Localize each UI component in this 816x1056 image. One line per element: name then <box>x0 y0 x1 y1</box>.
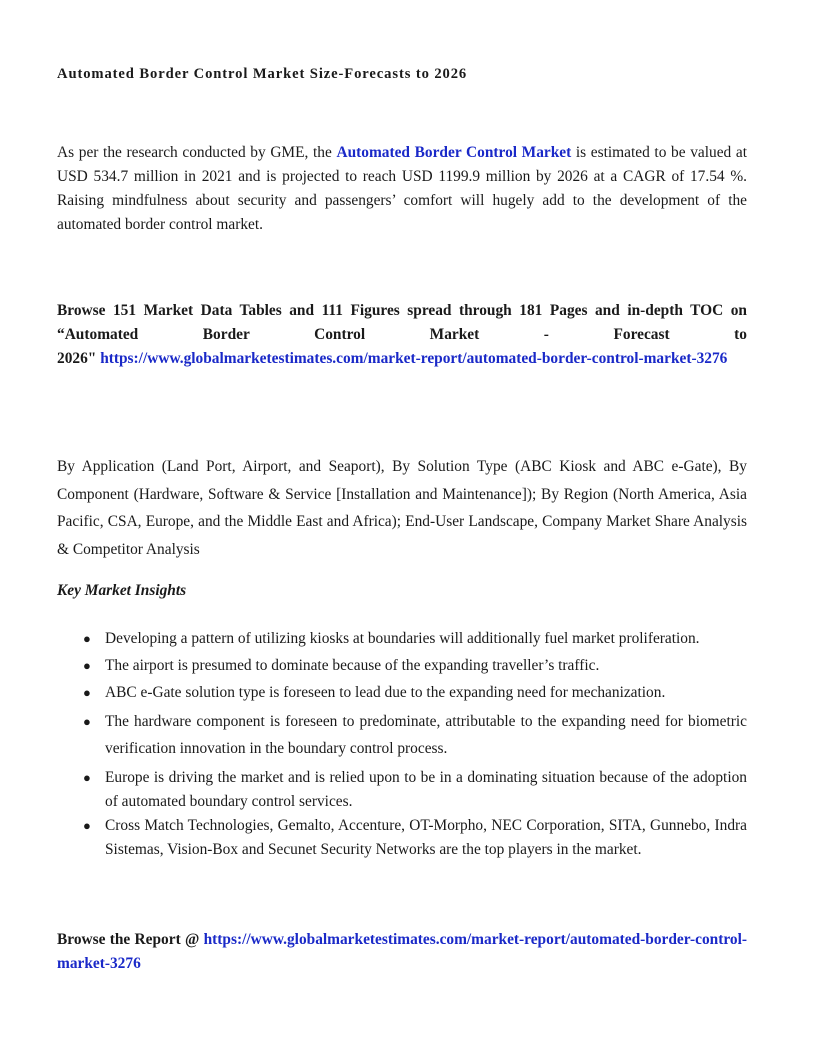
list-item-text: The airport is presumed to dominate because of the expanding traveller’s traffic. <box>105 657 600 674</box>
key-insights-heading: Key Market Insights <box>57 582 187 599</box>
list-item-text: Cross Match Technologies, Gemalto, Accenture, OT-Morpho, NEC Corporation, SITA, Gunnebo, Indra Sistemas, Vision-Box and Secunet Security Networks are the top players in the market. <box>105 817 747 858</box>
list-item <box>57 681 747 708</box>
market-link[interactable]: Automated Border Control Market <box>336 144 572 161</box>
intro-text-after: is estimated to be valued at USD 534.7 million in 2021 and is projected to reach USD 1199.9 million by 2026 at a CAGR of 17.54 %. Raising mindfulness about security and passengers’ comfort will hugely add to the development of the automated border control market. <box>57 144 747 233</box>
bullet-icon: ● <box>83 770 91 785</box>
browse-report-link[interactable]: https://www.globalmarketestimates.com/market-report/automated-border-control-market-3276 <box>57 931 747 972</box>
report-url-link[interactable]: https://www.globalmarketestimates.com/market-report/automated-border-control-market-3276 <box>100 350 728 367</box>
bullet-icon: ● <box>83 714 91 729</box>
list-item <box>57 766 747 814</box>
intro-text-before: As per the research conducted by GME, the <box>57 144 337 161</box>
list-item <box>57 654 747 681</box>
intro-paragraph <box>57 141 747 237</box>
browse-year: 2026" <box>57 350 101 367</box>
list-item-text: ABC e-Gate solution type is foreseen to lead due to the expanding need for mechanization. <box>105 684 666 701</box>
page-title: Automated Border Control Market Size-Forecasts to 2026 <box>57 66 468 82</box>
browse-report-paragraph <box>57 928 747 976</box>
browse-toc-paragraph <box>57 299 747 371</box>
bullet-icon: ● <box>83 685 91 700</box>
browse-line-3 <box>57 350 727 367</box>
browse-line-2: “Automated Border Control Market - Forecast to <box>57 326 747 343</box>
list-item-text: The hardware component is foreseen to predominate, attributable to the expanding need for biometric verification innovation in the boundary control process. <box>105 713 747 757</box>
list-item <box>57 708 747 766</box>
list-item-text: Europe is driving the market and is relied upon to be in a dominating situation because of the adoption of automated boundary control services. <box>105 769 747 810</box>
browse-line-1: Browse 151 Market Data Tables and 111 Figures spread through 181 Pages and in-depth TOC on <box>57 302 747 319</box>
browse-report-prefix: Browse the Report @ <box>57 931 204 948</box>
bullet-icon: ● <box>83 658 91 673</box>
list-item <box>57 814 747 862</box>
segmentation-paragraph: By Application (Land Port, Airport, and Seaport), By Solution Type (ABC Kiosk and ABC e-Gate), By Component (Hardware, Software & Service [Installation and Maintenance]); By Region (North America, Asia Pacific, CSA, Europe, and the Middle East and Africa); End-User Landscape, Company Market Share Analysis & Competitor Analysis <box>57 458 747 558</box>
insights-list <box>57 627 747 862</box>
bullet-icon: ● <box>83 631 91 646</box>
list-item <box>57 627 747 654</box>
list-item-text: Developing a pattern of utilizing kiosks at boundaries will additionally fuel market proliferation. <box>105 630 700 647</box>
bullet-icon: ● <box>83 818 91 833</box>
